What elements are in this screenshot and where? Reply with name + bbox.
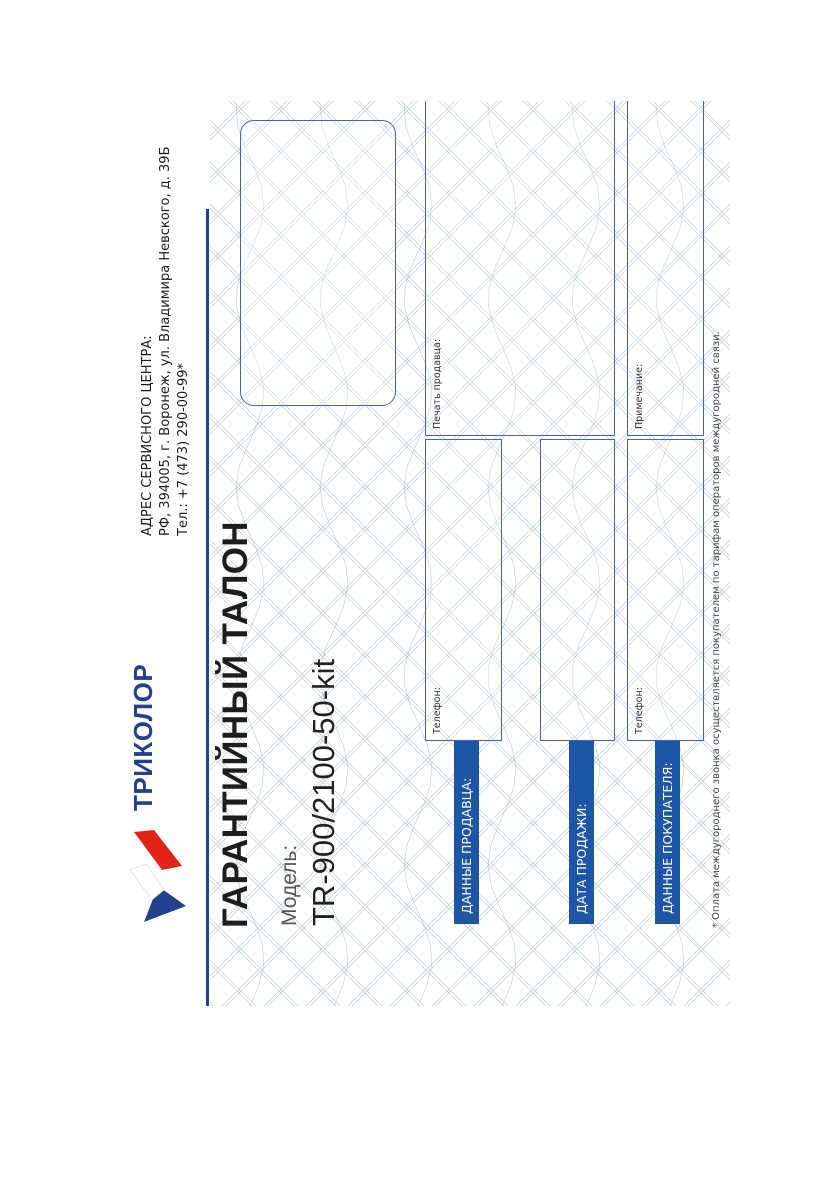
note-label: Примечание: xyxy=(634,363,645,429)
seller-phone-label: Телефон: xyxy=(432,687,443,734)
brand-name: ТРИКОЛОР xyxy=(128,663,158,811)
sale-date-field xyxy=(540,439,615,741)
buyer-phone-label: Телефон: xyxy=(634,687,645,734)
header-divider xyxy=(206,209,209,1006)
model-label: Модель: xyxy=(278,844,301,926)
service-center-title: АДРЕС СЕРВИСНОГО ЦЕНТРА: xyxy=(140,335,155,536)
tricolor-logo-icon xyxy=(124,828,192,928)
footnote: * Оплата междугороднего звонка осуществляется покупателем по тарифам операторов междугородней связи. xyxy=(711,331,722,928)
buyer-data-tab: ДАННЫЕ ПОКУПАТЕЛЯ: xyxy=(655,741,680,924)
sale-date-tab: ДАТА ПРОДАЖИ: xyxy=(569,741,594,924)
seller-data-tab: ДАННЫЕ ПРОДАВЦА: xyxy=(454,741,479,924)
seller-stamp-label: Печать продавца: xyxy=(432,338,443,429)
product-sticker-box xyxy=(240,120,396,406)
seller-phone-field xyxy=(425,439,502,741)
service-center-phone: Тел.: +7 (473) 290-00-99* xyxy=(176,362,191,536)
seller-stamp-field xyxy=(425,101,615,436)
model-value: TR-900/2100-50-kit xyxy=(306,658,341,926)
service-center-address: РФ, 394005, г. Воронеж, ул. Владимира Невского, д. 39Б xyxy=(158,146,173,536)
warranty-card xyxy=(100,101,730,1006)
note-field xyxy=(627,101,704,436)
buyer-phone-field xyxy=(627,439,704,741)
document-title: ГАРАНТИЙНЫЙ ТАЛОН xyxy=(216,521,255,928)
